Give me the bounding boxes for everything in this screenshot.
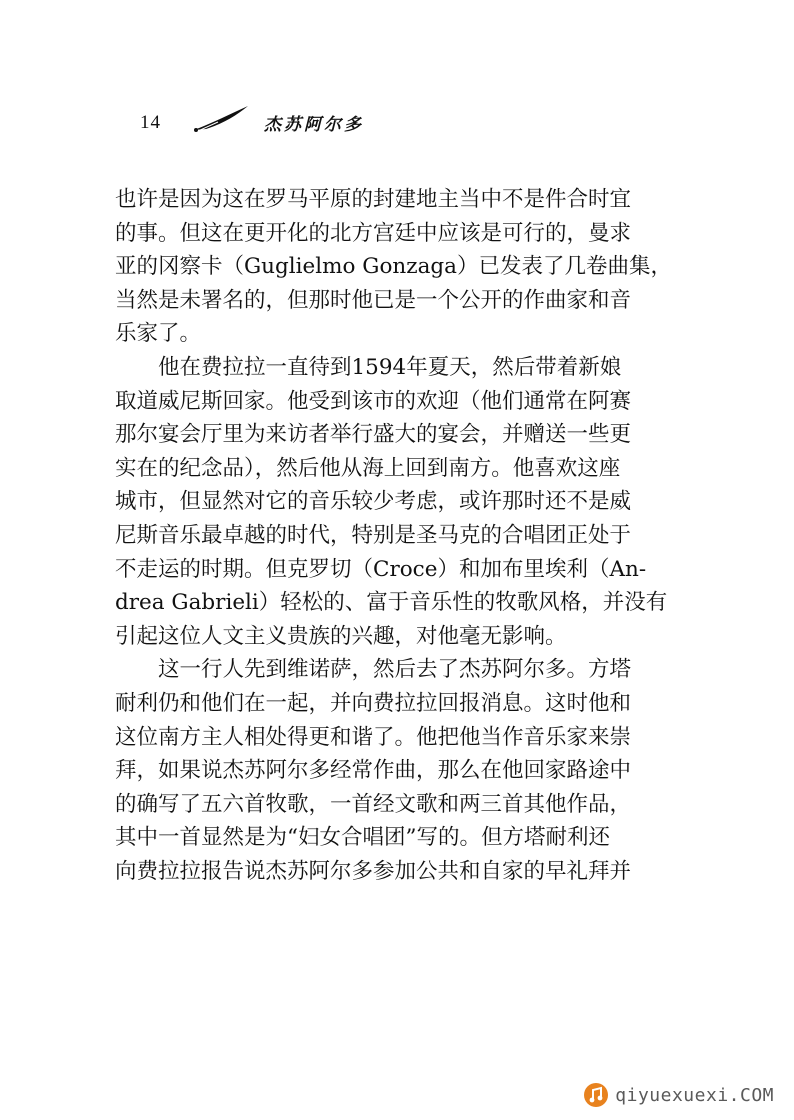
- page-number: 14: [140, 112, 161, 133]
- text-line: 引起这位人文主义贵族的兴趣，对他毫无影响。: [115, 623, 567, 649]
- text-line: 其中一首显然是为“妇女合唱团”写的。但方塔耐利还: [115, 825, 610, 851]
- text-line: 向费拉拉报告说杰苏阿尔多参加公共和自家的早礼拜并: [115, 858, 632, 884]
- text-line: 这位南方主人相处得更和谐了。他把他当作音乐家来崇: [115, 724, 632, 750]
- text-line: 尼斯音乐最卓越的时代，特别是圣马克的合唱团正处于: [115, 522, 632, 548]
- page-header: [140, 104, 480, 140]
- text-line: 的事。但这在更开化的北方宫廷中应该是可行的，曼求: [115, 220, 632, 246]
- text-line: 当然是未署名的，但那时他已是一个公开的作曲家和音: [115, 287, 632, 313]
- text-line: 他在费拉拉一直待到1594年夏天，然后带着新娘: [158, 354, 622, 380]
- text-line: 这一行人先到维诺萨，然后去了杰苏阿尔多。方塔: [158, 657, 632, 683]
- watermark: [583, 1082, 774, 1108]
- running-title: 杰苏阿尔多: [264, 115, 364, 135]
- text-line: 拜，如果说杰苏阿尔多经常作曲，那么在他回家路途中: [115, 758, 632, 784]
- text-line: 实在的纪念品），然后他从海上回到南方。他喜欢这座: [115, 455, 621, 481]
- text-line: 亚的冈察卡（Guglielmo Gonzaga）已发表了几卷曲集，: [115, 254, 672, 280]
- watermark-text: qiyuexuexi.COM: [615, 1084, 774, 1106]
- text-line: 那尔宴会厅里为来访者举行盛大的宴会，并赠送一些更: [115, 422, 632, 448]
- text-line: drea Gabrieli）轻松的、富于音乐性的牧歌风格，并没有: [115, 590, 668, 616]
- text-line: 耐利仍和他们在一起，并向费拉拉回报消息。这时他和: [115, 690, 632, 716]
- text-line: 城市，但显然对它的音乐较少考虑，或许那时还不是威: [115, 489, 632, 515]
- text-line: 取道威尼斯回家。他受到该市的欢迎（他们通常在阿赛: [115, 388, 632, 414]
- text-line: 的确写了五六首牧歌，一首经文歌和两三首其他作品，: [115, 791, 632, 817]
- quill-pen-icon: [192, 104, 250, 134]
- music-note-icon: [583, 1082, 609, 1108]
- body-text: [115, 183, 675, 888]
- text-line: 也许是因为这在罗马平原的封建地主当中不是件合时宜: [115, 187, 632, 212]
- text-line: 不走运的时期。但克罗切（Croce）和加布里埃利（An-: [115, 556, 647, 582]
- text-line: 乐家了。: [115, 321, 202, 347]
